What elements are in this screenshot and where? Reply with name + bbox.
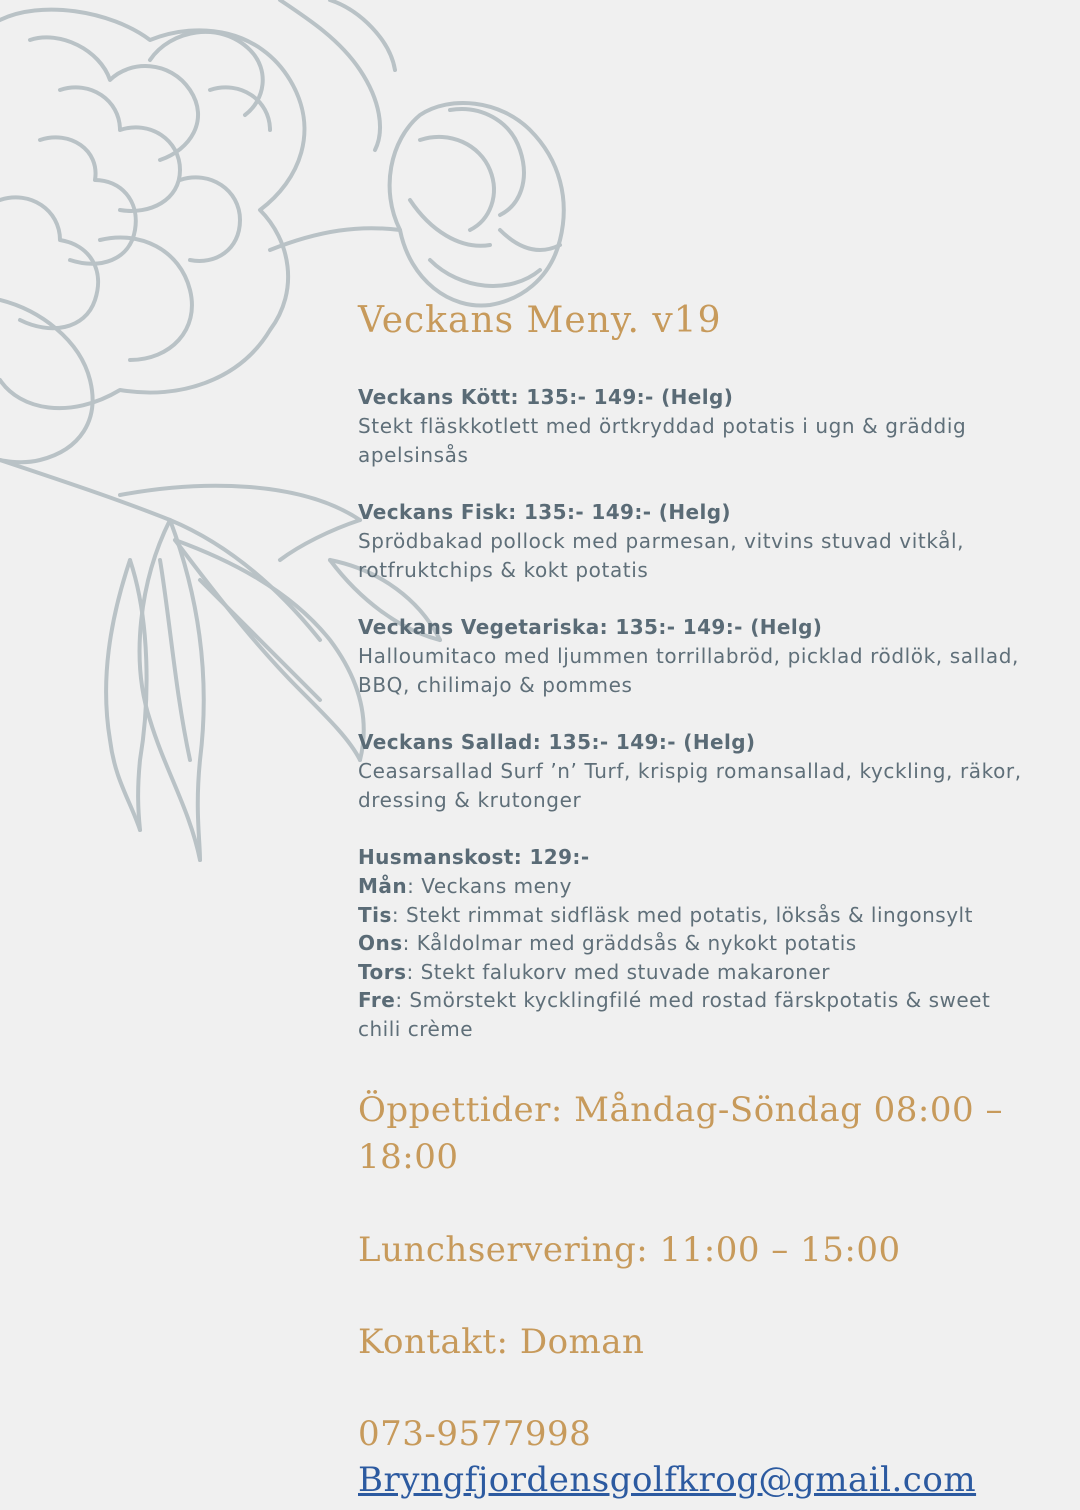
menu-title: Veckans Meny. v19 [358, 300, 722, 341]
section-heading: Husmanskost: 129:- [358, 845, 590, 869]
day-label: Fre [358, 988, 396, 1012]
section-heading: Veckans Sallad: 135:- 149:- (Helg) [358, 730, 756, 754]
contact-email-link[interactable]: Bryngfjordensgolfkrog@gmail.com [358, 1460, 977, 1500]
menu-section-vegetarian [358, 613, 1038, 700]
day-friday [358, 986, 1038, 1043]
day-monday [358, 872, 1038, 901]
contact-name: Kontakt: Doman [358, 1322, 645, 1362]
menu-section-meat [358, 383, 1038, 470]
day-wednesday [358, 929, 1038, 958]
day-dish: : Veckans meny [407, 874, 572, 898]
day-tuesday [358, 901, 1038, 930]
day-label: Tis [358, 902, 392, 927]
day-label: Mån [358, 874, 408, 898]
section-heading: Veckans Kött: 135:- 149:- (Helg) [358, 385, 734, 409]
day-dish: : Stekt rimmat sidfläsk med potatis, löksås & lingonsylt [391, 902, 973, 927]
opening-hours: Öppettider: Måndag-Söndag 08:00 – 18:00 [358, 1090, 1003, 1177]
menu-content [358, 300, 1038, 1502]
day-dish: : Smörstekt kycklingfilé med rostad färskpotatis & sweet chili crème [358, 988, 991, 1041]
lunch-hours: Lunchservering: 11:00 – 15:00 [358, 1230, 901, 1270]
menu-section-salad [358, 728, 1038, 815]
contact-phone[interactable]: 073-9577998 [358, 1414, 592, 1454]
day-thursday [358, 958, 1038, 987]
section-description: Ceasarsallad Surf ’n’ Turf, krispig romansallad, kyckling, räkor, dressing & krutonger [358, 759, 1022, 812]
day-dish: : Kåldolmar med gräddsås & nykokt potatis [402, 931, 857, 955]
section-heading: Veckans Vegetariska: 135:- 149:- (Helg) [358, 615, 823, 639]
day-label: Tors [358, 959, 407, 984]
day-dish: : Stekt falukorv med stuvade makaroner [406, 959, 830, 984]
menu-section-husmanskost [358, 843, 1038, 1043]
section-description: Halloumitaco med ljummen torrillabröd, picklad rödlök, sallad, BBQ, chilimajo & pommes [358, 644, 1019, 697]
menu-section-fish [358, 498, 1038, 585]
day-label: Ons [358, 931, 403, 955]
section-heading: Veckans Fisk: 135:- 149:- (Helg) [358, 500, 731, 524]
section-description: Sprödbakad pollock med parmesan, vitvins stuvad vitkål, rotfruktchips & kokt potatis [358, 529, 965, 582]
section-description: Stekt fläskkotlett med örtkryddad potatis i ugn & gräddig apelsinsås [358, 414, 967, 467]
